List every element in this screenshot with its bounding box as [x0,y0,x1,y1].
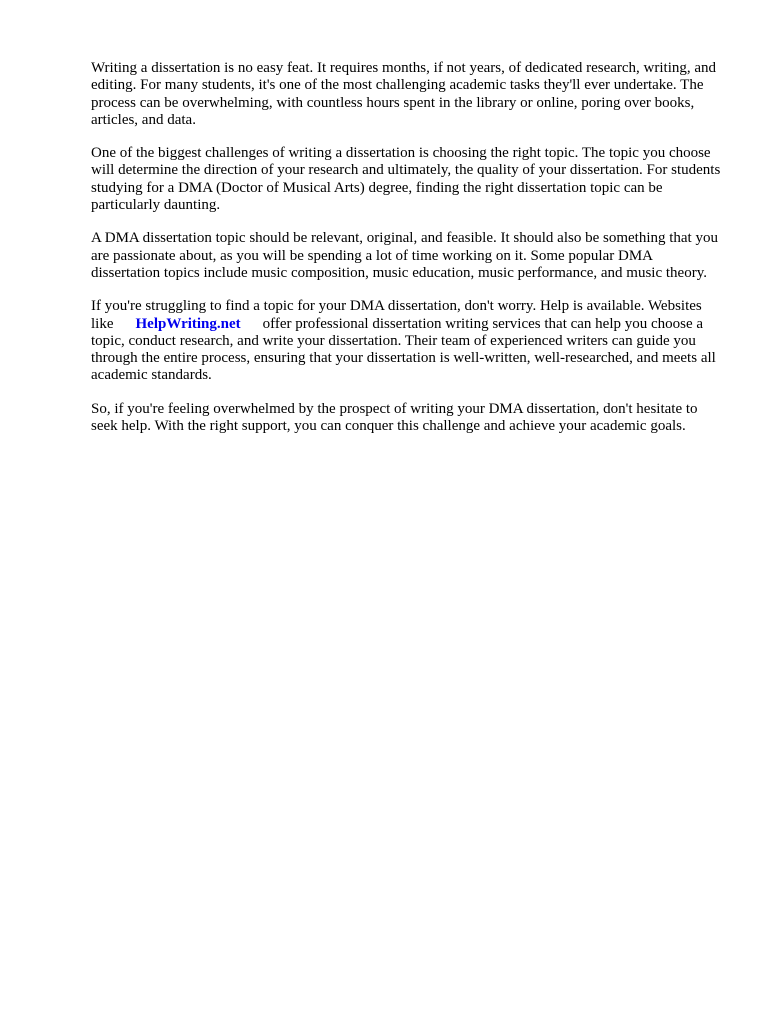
paragraph-dma-topic: A DMA dissertation topic should be relevant, original, and feasible. It should also be something that you are passionate about, as you will be spending a lot of time working on it. Some popular DMA dissertation topics include music composition, music education, music performance, and music theory. [91,230,718,281]
paragraph-conclusion: So, if you're feeling overwhelmed by the prospect of writing your DMA dissertation, don't hesitate to seek help. With the right support, you can conquer this challenge and achieve your academic goals. [91,400,698,435]
help-text-before: If you're struggling to find a topic for your DMA dissertation, don't worry. Help is available. Websites like [91,298,702,332]
help-text-after: offer professional dissertation writing services that can help you choose a topic, conduct research, and write your dissertation. Their team of experienced writers can guide you through the entire process, ensuring that your dissertation is well-written, well-researched, and meets all academic standards. [91,315,716,384]
helpwriting-link[interactable]: HelpWriting.net [135,315,241,332]
paragraph-topic-challenge: One of the biggest challenges of writing a dissertation is choosing the right topic. The topic you choose will determine the direction of your research and ultimately, the quality of your dissertation. For students studying for a DMA (Doctor of Musical Arts) degree, finding the right dissertation topic can be particularly daunting. [91,145,721,214]
paragraph-intro: Writing a dissertation is no easy feat. It requires months, if not years, of dedicated research, writing, and editing. For many students, it's one of the most challenging academic tasks they'll ever undertake. The process can be overwhelming, with countless hours spent in the library or online, poring over books, articles, and data. [91,60,717,128]
paragraph-help [91,298,723,384]
document-page [91,60,723,451]
